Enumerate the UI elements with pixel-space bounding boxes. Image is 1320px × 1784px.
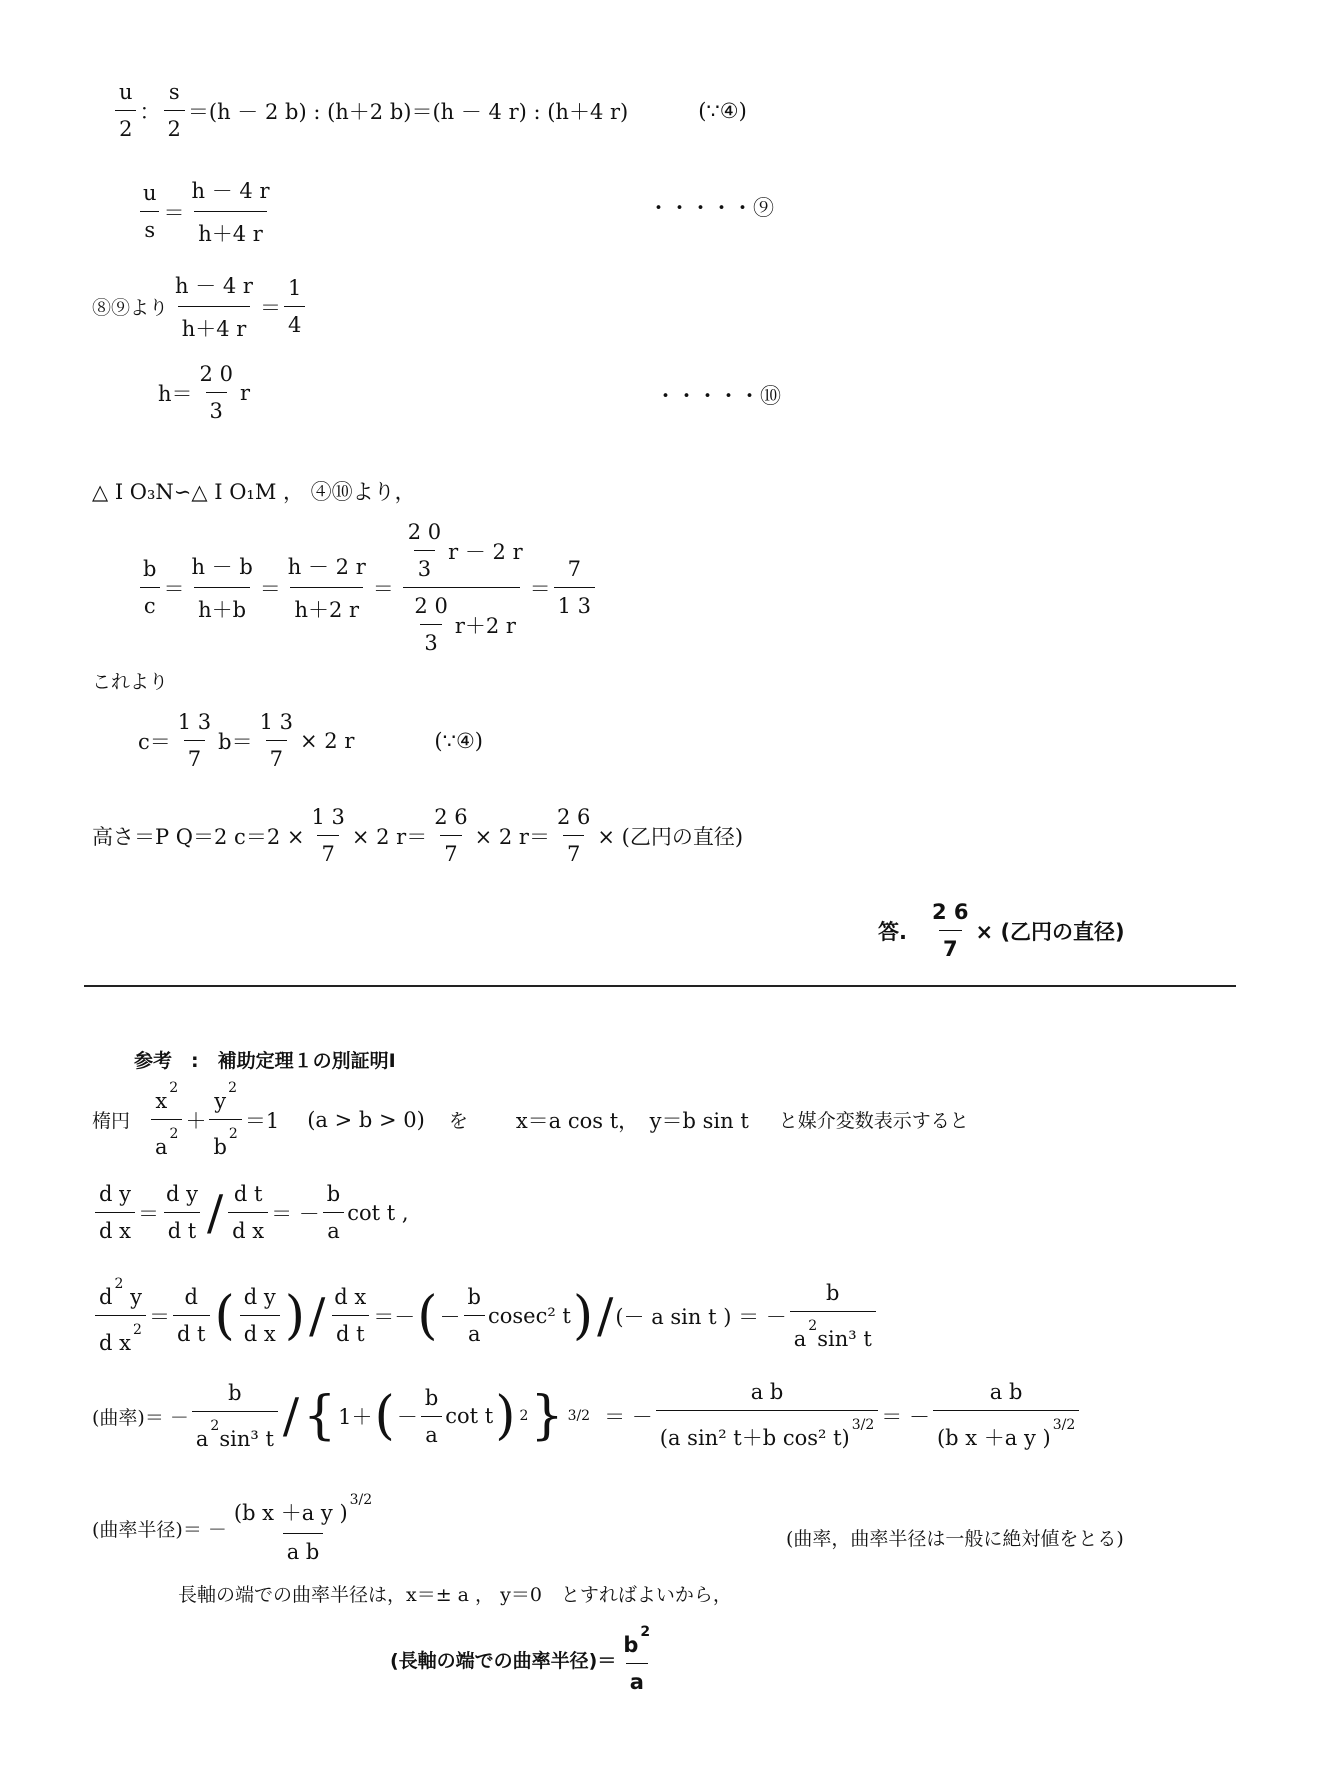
sin-term: sin³ t (219, 1427, 274, 1451)
numerator: 7 (567, 557, 581, 581)
fraction (619, 1624, 654, 1694)
numerator: b (228, 1381, 242, 1405)
fraction (933, 1380, 1079, 1452)
equation-text: b＝ (218, 729, 253, 754)
fraction (164, 80, 185, 141)
y-var: y (130, 1285, 142, 1309)
numerator: u (119, 80, 133, 104)
numerator: 1 3 (177, 710, 212, 734)
major-axis-statement: 長軸の端での曲率半径は，x＝± a ， y＝0 とすればよいから， (178, 1584, 732, 1606)
equation-c (138, 710, 483, 771)
exponent: 3/2 (851, 1417, 875, 1433)
similarity-statement: △ I O₃N∽△ I O₁M ， ④⑩より， (92, 480, 416, 504)
major-axis-result (390, 1624, 657, 1694)
reference-heading: 参考 : 補助定理１の別証明Ⅰ (134, 1050, 396, 1072)
numerator: d x (334, 1285, 367, 1309)
answer-text: × (乙円の直径) (975, 919, 1125, 944)
denominator (790, 1311, 876, 1351)
denominator: a (421, 1416, 442, 1447)
equals: ＝ (259, 295, 281, 320)
equals-minus: ＝－ (373, 1304, 416, 1329)
prefix-text: 楕円 (92, 1110, 131, 1132)
lhs: (長軸の端での曲率半径)＝ (390, 1649, 617, 1672)
equation-text: cot t , (347, 1200, 409, 1225)
numerator: b (424, 1385, 439, 1410)
equals: ＝ (163, 200, 185, 225)
numerator-text: (b x ＋a y ) (233, 1501, 348, 1525)
numerator: 2 0 (199, 362, 233, 386)
denominator: 7 (939, 930, 962, 961)
numerator: d (184, 1285, 198, 1309)
a-var: a (195, 1427, 209, 1451)
equals: ＝ (163, 576, 185, 601)
denominator: 1 3 (554, 587, 595, 618)
denominator (151, 1119, 182, 1159)
equals-minus: ＝ － (271, 1201, 320, 1226)
exponent: 2 (228, 1126, 238, 1142)
suffix-text: と媒介変数表示すると (778, 1110, 969, 1132)
denominator: s (140, 211, 159, 242)
fraction (790, 1281, 876, 1351)
numerator: d y (99, 1182, 131, 1206)
numerator: d t (233, 1182, 263, 1206)
therefore-text: これより (92, 671, 169, 693)
fraction (173, 1285, 210, 1346)
numerator-tail: r － 2 r (448, 539, 523, 564)
fraction (95, 1182, 135, 1243)
denominator: h＋4 r (194, 211, 267, 248)
numerator: 2 6 (931, 900, 969, 924)
numerator: b (467, 1285, 481, 1309)
equation-marker-10: ・・・・・⑩ (655, 384, 781, 408)
fraction (115, 80, 137, 141)
sin-term: sin³ t (817, 1326, 872, 1351)
numerator: b (326, 1182, 341, 1206)
paren-left: ( (374, 1386, 395, 1446)
plus: ＋ (185, 1108, 207, 1133)
numerator: h － 2 r (287, 555, 366, 579)
fraction (256, 710, 297, 771)
condition: (a > b > 0) (307, 1107, 425, 1132)
denominator: 7 (317, 835, 338, 866)
numerator: s (168, 80, 180, 104)
numerator: b (826, 1280, 840, 1305)
denominator: 2 (164, 110, 185, 141)
numerator: 2 0 (407, 520, 442, 544)
numerator (151, 1080, 182, 1119)
exponent: 2 (210, 1418, 220, 1434)
brace-right: } (530, 1386, 564, 1446)
numerator: 1 3 (311, 805, 345, 829)
equation-marker-9: ・・・・・⑨ (648, 196, 774, 220)
denominator: 7 (184, 740, 205, 771)
numerator (210, 1080, 241, 1119)
fraction (187, 551, 256, 624)
radius-equation (92, 1492, 379, 1564)
denominator: h＋4 r (178, 306, 251, 343)
denominator: d t (164, 1212, 201, 1243)
particle: を (448, 1110, 468, 1132)
paren-right: ) (572, 1285, 594, 1346)
numerator: h － 4 r (191, 179, 270, 203)
equation-text: × (乙円の直径) (597, 824, 744, 849)
fraction (323, 1182, 344, 1243)
denominator: d t (332, 1315, 369, 1346)
equation-text: × 2 r (300, 728, 355, 753)
reason-note: (∵④) (698, 98, 747, 123)
denominator: a b (283, 1533, 324, 1564)
paren-left: ( (417, 1285, 438, 1346)
equation-9 (136, 175, 276, 248)
denominator: d x (240, 1315, 280, 1346)
fraction (240, 1285, 280, 1346)
numerator: 1 (287, 276, 302, 300)
numerator: 2 0 (414, 594, 448, 618)
second-derivative (92, 1276, 879, 1355)
fraction (430, 805, 471, 866)
denominator: a (323, 1212, 344, 1243)
note-absolute-value: (曲率，曲率半径は一般に絶対値をとる) (786, 1528, 1124, 1550)
numerator: a b (750, 1380, 784, 1404)
numerator (397, 520, 527, 587)
denominator-text: (b x ＋a y ) (936, 1426, 1051, 1450)
exponent: 2 (519, 1408, 529, 1424)
denominator: 7 (563, 835, 584, 866)
parametrization: x＝a cos t， y＝b sin t (515, 1108, 749, 1133)
equals: ＝ (148, 1304, 170, 1329)
fraction (421, 1386, 442, 1447)
fraction (139, 181, 161, 242)
denominator: 7 (266, 740, 287, 771)
numerator (619, 1624, 654, 1663)
lhs: c＝ (138, 729, 171, 754)
equation-10 (158, 362, 250, 423)
denominator (192, 1411, 278, 1451)
reason-note: (∵④) (434, 728, 483, 753)
exponent: 2 (640, 1624, 651, 1640)
brace-left: { (303, 1386, 337, 1446)
numerator: h － b (191, 555, 253, 579)
paren-right: ) (495, 1386, 516, 1446)
denominator: 4 (284, 306, 305, 337)
fraction (464, 1285, 485, 1346)
denominator: d x (95, 1212, 135, 1243)
fraction (209, 1080, 241, 1159)
compound-fraction (397, 520, 527, 655)
denominator (209, 1119, 241, 1159)
dx: d x (99, 1331, 131, 1355)
denominator (403, 587, 520, 655)
exponent: 3/2 (1052, 1417, 1076, 1433)
numerator: a b (989, 1380, 1023, 1404)
b-var: b (213, 1135, 227, 1159)
x-var: x (155, 1089, 168, 1113)
y-var: y (214, 1089, 227, 1113)
a-var: a (155, 1135, 168, 1159)
equation-text: ＝1 (244, 1108, 280, 1133)
fraction (174, 710, 215, 771)
fraction (171, 270, 257, 343)
division-slash: / (309, 1287, 326, 1344)
fraction (162, 1182, 202, 1243)
exponent: 2 (169, 1080, 179, 1096)
exponent: 2 (808, 1317, 818, 1334)
exponent: 3/2 (567, 1408, 591, 1424)
denominator: d x (228, 1212, 268, 1243)
denominator: 2 (115, 110, 136, 141)
division-slash: / (282, 1388, 300, 1444)
denominator: c (140, 587, 160, 618)
equals: ＝ (529, 576, 551, 601)
exponent: 2 (228, 1080, 238, 1096)
exponent: 2 (169, 1126, 179, 1142)
denominator (95, 1315, 146, 1355)
denominator: a (464, 1315, 485, 1346)
numerator (230, 1492, 376, 1533)
fraction (228, 1182, 268, 1243)
answer (878, 900, 1125, 961)
fraction (307, 805, 348, 866)
fraction (553, 805, 594, 866)
denominator: h＋2 r (290, 587, 363, 624)
denominator-text: (a sin² t＋b cos² t) (659, 1426, 850, 1450)
numerator: d y (243, 1285, 276, 1309)
denominator-tail: r＋2 r (454, 613, 516, 638)
numerator: u (143, 181, 157, 205)
minus: － (396, 1405, 418, 1429)
lhs: h＝ (158, 381, 193, 406)
equation-text: 1＋ (338, 1405, 373, 1429)
denominator: d t (173, 1315, 210, 1346)
fraction (656, 1380, 879, 1452)
fraction (95, 1276, 146, 1355)
prefix-text: 高さ＝P Q＝2 c＝2 × (92, 824, 305, 849)
paren-right: ) (284, 1285, 306, 1346)
fraction (284, 276, 305, 337)
minus: － (439, 1304, 461, 1329)
denominator: 7 (440, 835, 461, 866)
equation-text: cosec² t (487, 1303, 571, 1328)
exponent: 3/2 (349, 1492, 373, 1508)
denominator (656, 1410, 879, 1452)
fraction (230, 1492, 376, 1564)
paren-left: ( (214, 1285, 235, 1346)
equation-text: × 2 r＝ (474, 824, 550, 849)
fraction (188, 175, 274, 248)
equation-text: (－ a sin t ) ＝ － (615, 1304, 787, 1329)
division-slash: / (597, 1287, 614, 1344)
lhs: (曲率)＝ － (92, 1406, 189, 1429)
equation-ratio-us (112, 80, 747, 141)
denominator: h＋b (194, 587, 250, 624)
equals: ＝ (259, 576, 281, 601)
division-slash: / (206, 1184, 224, 1241)
b-var: b (623, 1633, 639, 1657)
numerator: 2 6 (556, 805, 591, 829)
equation-text: ＝(h － 2 b) : (h＋2 b)＝(h － 4 r) : (h＋4 r) (187, 99, 629, 124)
prefix-text: ⑧⑨より (92, 297, 169, 319)
numerator: d y (165, 1182, 198, 1206)
exponent: 2 (114, 1276, 124, 1292)
fraction (139, 557, 160, 618)
exponent: 2 (132, 1322, 142, 1338)
fraction (192, 1381, 278, 1451)
fraction (554, 557, 595, 618)
denominator: 3 (420, 624, 441, 655)
equals-minus: ＝ － (604, 1405, 653, 1429)
first-derivative (92, 1182, 409, 1243)
fraction (330, 1285, 370, 1346)
equation-text: cot t (445, 1404, 494, 1428)
equals: ＝ (372, 576, 394, 601)
ellipse-definition (92, 1080, 969, 1159)
numerator: 2 6 (434, 805, 468, 829)
equals: ＝ (137, 1201, 159, 1226)
fraction (410, 594, 451, 655)
fraction (196, 362, 237, 423)
equation-b-over-c (136, 520, 598, 655)
denominator: 3 (414, 550, 435, 581)
d: d (99, 1285, 113, 1309)
curvature-equation (92, 1380, 1082, 1452)
variable: r (239, 380, 250, 405)
divider (84, 985, 1236, 987)
equation-text: × 2 r＝ (351, 824, 428, 849)
denominator: a (626, 1663, 648, 1694)
numerator (95, 1276, 146, 1315)
fraction (928, 900, 973, 961)
numerator: 1 3 (259, 710, 294, 734)
denominator (933, 1410, 1079, 1452)
numerator: b (143, 557, 157, 581)
fraction (151, 1080, 182, 1159)
numerator: h － 4 r (175, 274, 253, 298)
a-var: a (793, 1326, 807, 1351)
denominator: 3 (206, 392, 227, 423)
equals-minus: ＝ － (881, 1405, 930, 1429)
fraction (404, 520, 445, 581)
equation-from-8-9 (92, 270, 308, 343)
answer-label: 答. (878, 919, 907, 944)
colon: ： (139, 99, 161, 124)
lhs: (曲率半径)＝ － (92, 1518, 227, 1541)
equation-height (92, 805, 743, 866)
fraction (284, 551, 370, 624)
